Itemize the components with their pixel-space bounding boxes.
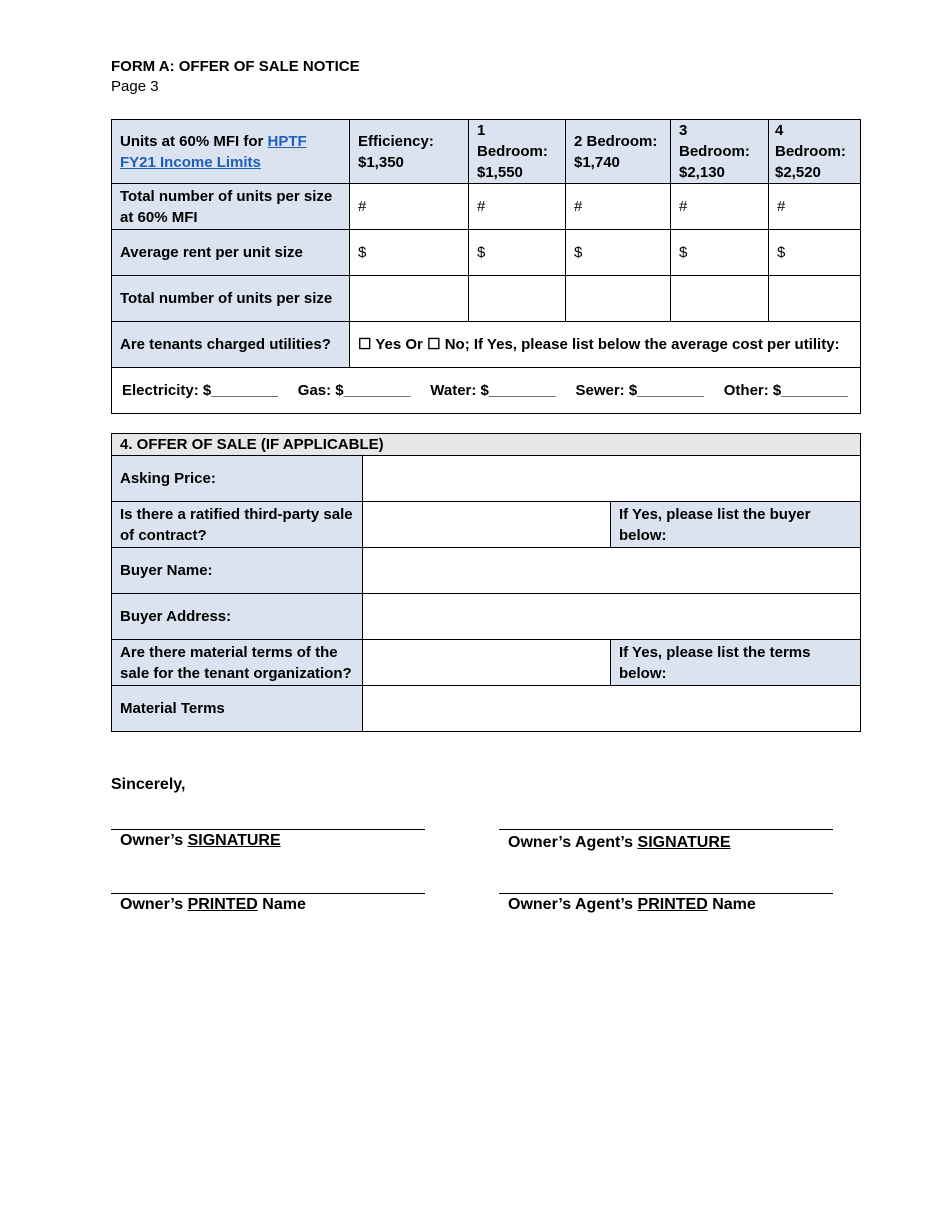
input-avg-rent-3br[interactable]: $ — [671, 230, 769, 276]
gas-field[interactable]: Gas: $________ — [297, 382, 411, 399]
input-avg-rent-4br[interactable]: $ — [769, 230, 861, 276]
col-3-bedroom: 3 Bedroom: $2,130 — [671, 120, 769, 184]
material-terms-label: Material Terms — [112, 686, 363, 732]
page-header — [111, 57, 360, 97]
material-terms-field[interactable] — [363, 686, 861, 732]
owner-signature-label: Owner’s SIGNATURE — [120, 832, 281, 849]
row-label-total-60: Total number of units per size at 60% MFI — [112, 184, 350, 230]
electricity-field[interactable]: Electricity: $________ — [122, 382, 278, 399]
agent-name-line[interactable] — [499, 893, 833, 894]
owner-signature-line[interactable] — [111, 829, 425, 830]
units-header-label: Units at 60% MFI for — [120, 132, 268, 150]
input-total-2br[interactable] — [566, 276, 671, 322]
input-total-60-1br[interactable]: # — [469, 184, 566, 230]
units-header-cell — [112, 120, 350, 184]
buyer-address-label: Buyer Address: — [112, 594, 363, 640]
input-total-3br[interactable] — [671, 276, 769, 322]
material-terms-question: Are there material terms of the sale for the tenant organization? — [112, 640, 363, 686]
agent-signature-line[interactable] — [499, 829, 833, 830]
ratified-answer-field[interactable] — [363, 502, 611, 548]
buyer-address-field[interactable] — [363, 594, 861, 640]
no-label: No; If Yes, please list below the average cost per utility: — [444, 336, 840, 353]
material-terms-note: If Yes, please list the terms below: — [611, 640, 861, 686]
no-checkbox[interactable]: ☐ — [427, 336, 441, 353]
col-2-bedroom: 2 Bedroom: $1,740 — [566, 120, 671, 184]
input-total-efficiency[interactable] — [350, 276, 469, 322]
buyer-name-field[interactable] — [363, 548, 861, 594]
yes-label: Yes Or — [375, 336, 423, 353]
offer-of-sale-table — [111, 433, 861, 732]
page-number: Page 3 — [111, 78, 159, 95]
material-terms-answer-field[interactable] — [363, 640, 611, 686]
utilities-choice — [350, 322, 861, 368]
agent-signature-label: Owner’s Agent’s SIGNATURE — [508, 834, 731, 851]
input-avg-rent-1br[interactable]: $ — [469, 230, 566, 276]
owner-printed-name-label: Owner’s PRINTED Name — [120, 896, 306, 913]
input-total-60-efficiency[interactable]: # — [350, 184, 469, 230]
sincerely-text: Sincerely, — [111, 776, 186, 793]
yes-checkbox[interactable]: ☐ — [358, 336, 372, 353]
input-avg-rent-efficiency[interactable]: $ — [350, 230, 469, 276]
ratified-question: Is there a ratified third-party sale of contract? — [112, 502, 363, 548]
row-label-utilities: Are tenants charged utilities? — [112, 322, 350, 368]
section-title: 4. OFFER OF SALE (IF APPLICABLE) — [112, 434, 861, 456]
other-field[interactable]: Other: $________ — [723, 382, 848, 399]
input-total-1br[interactable] — [469, 276, 566, 322]
units-table — [111, 119, 861, 414]
input-total-60-3br[interactable]: # — [671, 184, 769, 230]
input-total-60-4br[interactable]: # — [769, 184, 861, 230]
owner-name-line[interactable] — [111, 893, 425, 894]
input-avg-rent-2br[interactable]: $ — [566, 230, 671, 276]
water-field[interactable]: Water: $________ — [430, 382, 556, 399]
col-1-bedroom: 1 Bedroom: $1,550 — [469, 120, 566, 184]
col-efficiency: Efficiency: $1,350 — [350, 120, 469, 184]
asking-price-label: Asking Price: — [112, 456, 363, 502]
row-label-avg-rent: Average rent per unit size — [112, 230, 350, 276]
buyer-name-label: Buyer Name: — [112, 548, 363, 594]
col-4-bedroom: 4 Bedroom: $2,520 — [769, 120, 861, 184]
utilities-costs-row — [112, 368, 861, 414]
income-limits-link[interactable]: HPTF FY21 Income Limits — [120, 132, 307, 171]
form-title: FORM A: OFFER OF SALE NOTICE — [111, 58, 360, 75]
ratified-note: If Yes, please list the buyer below: — [611, 502, 861, 548]
asking-price-field[interactable] — [363, 456, 861, 502]
input-total-4br[interactable] — [769, 276, 861, 322]
row-label-total: Total number of units per size — [112, 276, 350, 322]
input-total-60-2br[interactable]: # — [566, 184, 671, 230]
sewer-field[interactable]: Sewer: $________ — [575, 382, 704, 399]
agent-printed-name-label: Owner’s Agent’s PRINTED Name — [508, 896, 756, 913]
